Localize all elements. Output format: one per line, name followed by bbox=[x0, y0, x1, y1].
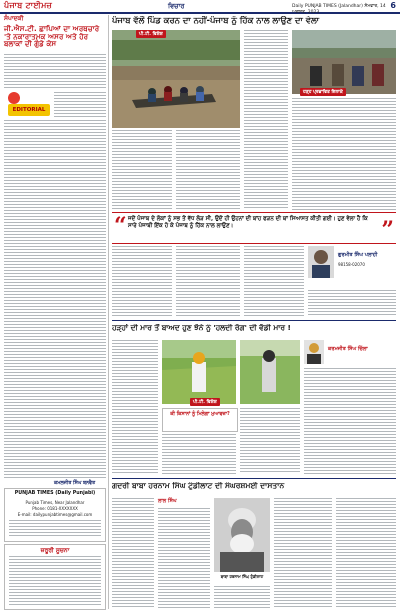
editorial-body-text bbox=[4, 120, 106, 478]
author-avatar bbox=[308, 246, 334, 278]
imprint-title: PUNJAB TIMES (Daily Punjabi) bbox=[14, 491, 96, 496]
lead-body-text bbox=[176, 246, 240, 316]
paddy-photo-image bbox=[162, 340, 236, 404]
editorial-headline: ਜੀ.ਐਸ.ਟੀ. ਛਾਪਿਆਂ ਦਾ ਅਰਥਚਾਰੇ 'ਤੇ ਨਕਾਰਾਤਮਕ ਅਸਰ ਅਤੇ ਹੋਰ ਬਲਾਕਾਂ ਦੀ ਗੁੰਡੇ ਕੇਸ bbox=[4, 24, 100, 49]
page-number: 6 bbox=[390, 1, 396, 10]
third-body-text bbox=[158, 508, 210, 608]
pull-quote-text: ਜਦੋਂ ਪੰਜਾਬ ਦੇ ਲੋਕਾਂ ਨੂੰ ਸਭ ਤੋਂ ਵੱਧ ਲੋੜ ਸੀ, ਉਦੋਂ ਹੀ ਉਹਨਾਂ ਦੀ ਬਾਂਹ ਫੜਨ ਦੀ ਥਾਂ ਸਿਆਸਤ ਕੀਤੀ ਗਈ। ਹੁਣ ਵੇਲਾ ਹੈ ਕਿ ਸਾਰੇ ਪੰਜਾਬੀ ਇੱਕ ਹੋ ਕੇ ਪੰਜਾਬ ਨੂੰ ਹਿੱਕ ਨਾਲ ਲਾਉਣ। bbox=[128, 216, 368, 230]
lead-photo-tag: ਪੀ.ਟੀ. ਵਿਸ਼ੇਸ਼ bbox=[136, 30, 166, 38]
masthead bbox=[0, 0, 400, 14]
portrait-photo bbox=[214, 498, 270, 572]
imprint-line: E-mail: dailypunjabtimes@gmail.com bbox=[17, 512, 93, 517]
lead-body-text bbox=[308, 290, 396, 316]
notice-body-text bbox=[9, 556, 101, 606]
flood-photo bbox=[112, 30, 240, 128]
imprint-line: Phone: 0181-XXXXXXX bbox=[32, 506, 78, 511]
portrait-photo-image bbox=[214, 498, 270, 572]
editorial-body-text bbox=[4, 54, 106, 90]
paddy-photo-2-image bbox=[240, 340, 300, 404]
editorial-signature: ਕਮਲਜੀਤ ਸਿੰਘ ਬਨਵੈਤ bbox=[54, 481, 96, 486]
lead-body-text bbox=[176, 130, 240, 210]
portrait-caption: ਬਾਬਾ ਹਰਨਾਮ ਸਿੰਘ ਟੁੰਡੀਲਾਟ bbox=[220, 574, 264, 579]
third-kicker: ਲਾਲ ਸਿੰਘ bbox=[158, 498, 177, 504]
third-body-text bbox=[214, 586, 270, 608]
section-title: ਵਿਚਾਰ bbox=[168, 2, 185, 10]
lead-body-text bbox=[112, 246, 172, 316]
quote-open-icon: “ bbox=[114, 213, 127, 239]
compensation-box bbox=[162, 408, 238, 432]
compensation-box-title: ਕੀ ਕਿਸਾਨਾਂ ਨੂੰ ਮਿਲੇਗਾ ਮੁਆਵਜ਼ਾ? bbox=[170, 412, 230, 417]
side-author-avatar bbox=[304, 340, 324, 364]
notice-title: ਜ਼ਰੂਰੀ ਸੂਚਨਾ bbox=[40, 547, 70, 554]
second-body-text bbox=[240, 408, 300, 474]
newspaper-brand: ਪੰਜਾਬ ਟਾਈਮਜ਼ bbox=[4, 1, 53, 10]
second-body-text bbox=[304, 368, 396, 474]
editorial-badge: EDITORIAL bbox=[8, 104, 50, 116]
flood-photo-image bbox=[112, 30, 240, 128]
author-name: ਗੁਰਮੀਤ ਸਿੰਘ ਪਲਾਹੀ bbox=[338, 252, 378, 258]
lead-photo-caption: ਹੜ੍ਹ ਪ੍ਰਭਾਵਿਤ ਇਲਾਕੇ bbox=[300, 88, 346, 96]
third-headline: ਗਦਰੀ ਬਾਬਾ ਹਰਨਾਮ ਸਿੰਘ ਟੁੰਡੀਲਾਟ ਦੀ ਸੰਘਰਸ਼ਮਈ ਦਾਸਤਾਨ bbox=[112, 482, 285, 490]
imprint-line: Punjab Times, Near Jalandhar bbox=[25, 500, 85, 505]
section-rule bbox=[112, 478, 396, 479]
side-author-name: ਕਰਮਜੀਤ ਸਿੰਘ ਚਿੱਲਾ bbox=[328, 346, 368, 352]
lead-body-text bbox=[292, 98, 396, 210]
lead-body-text bbox=[244, 30, 288, 210]
paddy-photo bbox=[162, 340, 236, 404]
editorial-kicker: ਸੰਪਾਦਕੀ bbox=[4, 15, 24, 22]
lead-body-text bbox=[112, 130, 172, 210]
flood-photo-right bbox=[292, 30, 396, 94]
second-body-text bbox=[112, 340, 158, 474]
imprint-box bbox=[4, 488, 106, 542]
third-body-text bbox=[112, 498, 154, 608]
section-rule bbox=[112, 320, 396, 321]
paddy-photo-2 bbox=[240, 340, 300, 404]
dateline: Daily PUNJAB TIMES (Jalandhar) ਸੋਮਵਾਰ, 14 ਅਗਸਤ, 2023 bbox=[292, 4, 386, 15]
third-body-text bbox=[336, 498, 396, 608]
quote-close-icon: ” bbox=[381, 217, 394, 243]
column-divider bbox=[108, 15, 109, 609]
imprint-body-text bbox=[9, 520, 101, 538]
lead-body-text bbox=[244, 246, 304, 316]
author-box bbox=[308, 246, 396, 286]
second-photo-tag: ਪੀ.ਟੀ. ਵਿਸ਼ੇਸ਼ bbox=[190, 398, 220, 406]
second-body-text bbox=[162, 434, 236, 474]
pull-quote bbox=[112, 212, 396, 244]
third-body-text bbox=[274, 498, 332, 608]
notice-box bbox=[4, 544, 106, 610]
second-headline: ਹੜ੍ਹਾਂ ਦੀ ਮਾਰ ਤੋਂ ਬਾਅਦ ਹੁਣ ਝੋਨੇ ਨੂੰ 'ਹਲਦੀ ਰੋਗ' ਦੀ ਵੱਡੀ ਮਾਰ ! bbox=[112, 324, 291, 332]
editorial-body-text bbox=[54, 92, 106, 118]
flood-photo-right-image bbox=[292, 30, 396, 94]
lead-headline: ਪੰਜਾਬ ਵੱਲੋਂ ਪਿੰਡ ਕਰਨ ਦਾ ਨਹੀਂ-ਪੰਜਾਬ ਨੂੰ ਹਿੱਕ ਨਾਲ ਲਾਉਣ ਦਾ ਵੇਲਾ bbox=[112, 16, 320, 25]
editorial-icon bbox=[8, 92, 20, 104]
author-phone: 98158-02070 bbox=[338, 262, 365, 267]
